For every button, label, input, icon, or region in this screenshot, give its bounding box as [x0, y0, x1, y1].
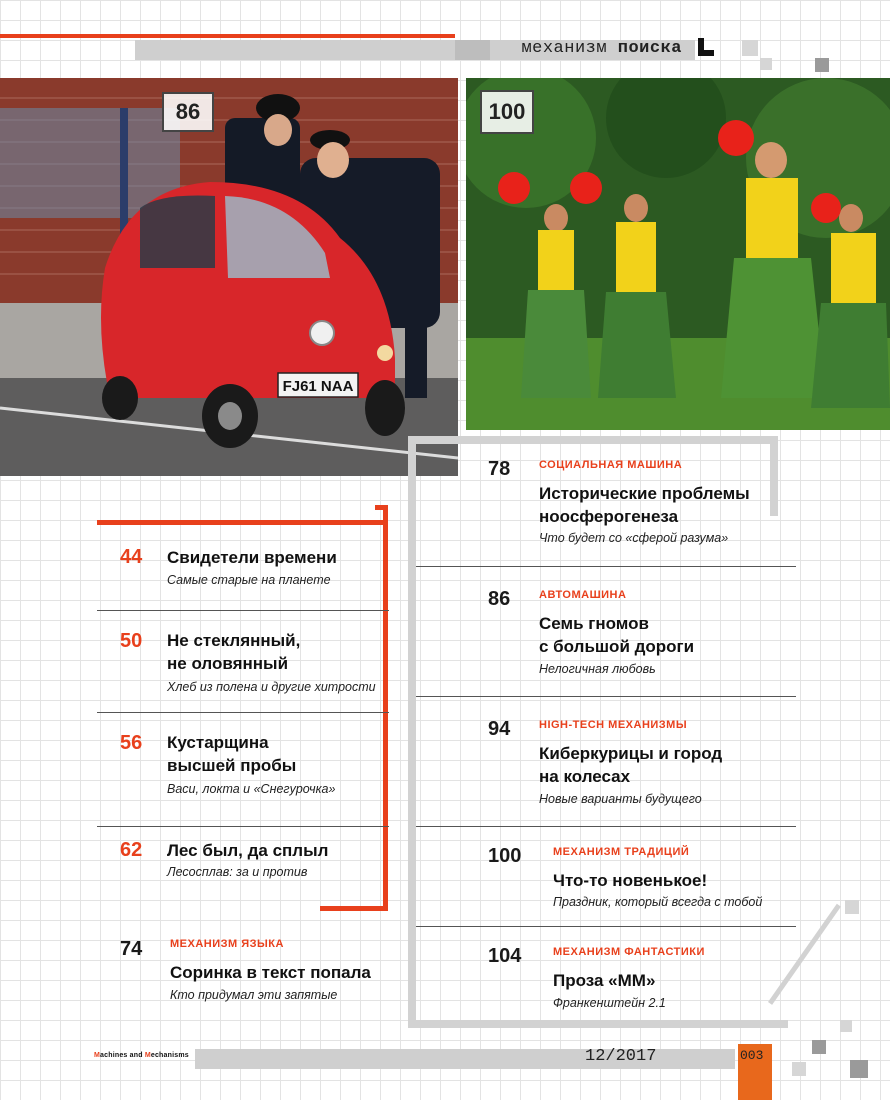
toc-page-number: 50 — [120, 630, 143, 652]
toc-title[interactable]: Соринка в текст попала — [170, 963, 371, 982]
toc-page-number: 100 — [488, 845, 522, 867]
toc-subtitle: Праздник, который всегда с тобой — [553, 895, 763, 909]
toc-page-number: 62 — [120, 839, 143, 861]
right-frame-bottom — [408, 1020, 788, 1028]
header-gray-block — [455, 40, 490, 60]
right-frame-left — [408, 436, 416, 1026]
toc-title[interactable]: Что-то новенькое! — [553, 871, 708, 890]
toc-subtitle: Нелогичная любовь — [539, 662, 656, 676]
section-title-bold: поиска — [617, 39, 682, 58]
footer-issue-date: 12/2017 — [585, 1047, 657, 1066]
toc-divider — [97, 826, 389, 827]
left-frame-right — [383, 505, 388, 910]
toc-title[interactable]: Свидетели времени — [167, 548, 337, 567]
toc-subtitle: Франкенштейн 2.1 — [553, 996, 666, 1010]
toc-subtitle: Что будет со «сферой разума» — [539, 531, 729, 545]
toc-subtitle: Новые варианты будущего — [539, 792, 702, 806]
toc-page-number: 44 — [120, 546, 143, 568]
deco-square — [815, 58, 829, 72]
header-red-rule — [0, 34, 455, 38]
deco-square — [812, 1040, 826, 1054]
deco-square — [792, 1062, 806, 1076]
toc-divider — [416, 696, 796, 697]
toc-title[interactable]: Исторические проблемы ноосферогенеза — [539, 484, 750, 526]
toc-subtitle: Самые старые на планете — [167, 573, 331, 587]
toc-title[interactable]: Кустарщина высшей пробы — [167, 733, 297, 775]
microcar-illustration — [0, 78, 458, 476]
toc-category: МЕХАНИЗМ ФАНТАСТИКИ — [553, 946, 705, 958]
toc-page-number: 94 — [488, 718, 511, 740]
toc-subtitle: Васи, локта и «Снегурочка» — [167, 782, 336, 796]
footer-brand: Machines and Mechanisms — [94, 1052, 189, 1059]
section-title-light: механизм — [521, 39, 608, 58]
toc-title[interactable]: Киберкурицы и город на колесах — [539, 744, 723, 786]
toc-category: МЕХАНИЗМ ЯЗЫКА — [170, 938, 284, 950]
deco-square — [850, 1060, 868, 1078]
toc-subtitle: Хлеб из полена и другие хитрости — [167, 680, 376, 694]
right-frame-right — [770, 436, 778, 516]
deco-square — [840, 1020, 852, 1032]
toc-divider — [97, 610, 389, 611]
deco-diagonal — [768, 904, 841, 1005]
deco-square — [760, 58, 772, 70]
left-frame-top — [97, 520, 387, 525]
toc-divider — [97, 712, 389, 713]
toc-page-number: 78 — [488, 458, 511, 480]
toc-title[interactable]: Проза «ММ» — [553, 971, 656, 990]
toc-category: АВТОМАШИНА — [539, 589, 627, 601]
toc-category: МЕХАНИЗМ ТРАДИЦИЙ — [553, 846, 690, 858]
deco-square — [845, 900, 859, 914]
toc-divider — [416, 926, 796, 927]
toc-title[interactable]: Лес был, да сплыл — [167, 841, 329, 860]
footer-page-number: 003 — [740, 1048, 764, 1063]
photo-page-badge: 100 — [480, 90, 534, 134]
header-corner-mark-foot — [698, 50, 714, 56]
photo-microcar — [0, 78, 458, 476]
deco-square — [742, 40, 758, 56]
toc-page-number: 56 — [120, 732, 143, 754]
toc-page-number: 104 — [488, 945, 522, 967]
toc-subtitle: Лесосплав: за и против — [167, 865, 308, 879]
left-frame-bottom — [320, 906, 388, 911]
toc-page-number: 86 — [488, 588, 511, 610]
toc-divider — [416, 566, 796, 567]
toc-divider — [416, 826, 796, 827]
toc-category: HIGH-TECH МЕХАНИЗМЫ — [539, 719, 688, 731]
toc-page-number: 74 — [120, 938, 143, 960]
toc-title[interactable]: Семь гномов с большой дороги — [539, 614, 695, 656]
toc-subtitle: Кто придумал эти запятые — [170, 988, 338, 1002]
section-title — [521, 39, 682, 58]
left-frame-cap — [375, 505, 388, 510]
photo-page-badge: 86 — [162, 92, 214, 132]
license-plate: FJ61 NAA — [282, 378, 354, 395]
toc-category: СОЦИАЛЬНАЯ МАШИНА — [539, 459, 683, 471]
toc-title[interactable]: Не стеклянный, не оловянный — [167, 631, 301, 673]
right-frame-top — [408, 436, 778, 444]
photo-dancers — [466, 78, 890, 430]
